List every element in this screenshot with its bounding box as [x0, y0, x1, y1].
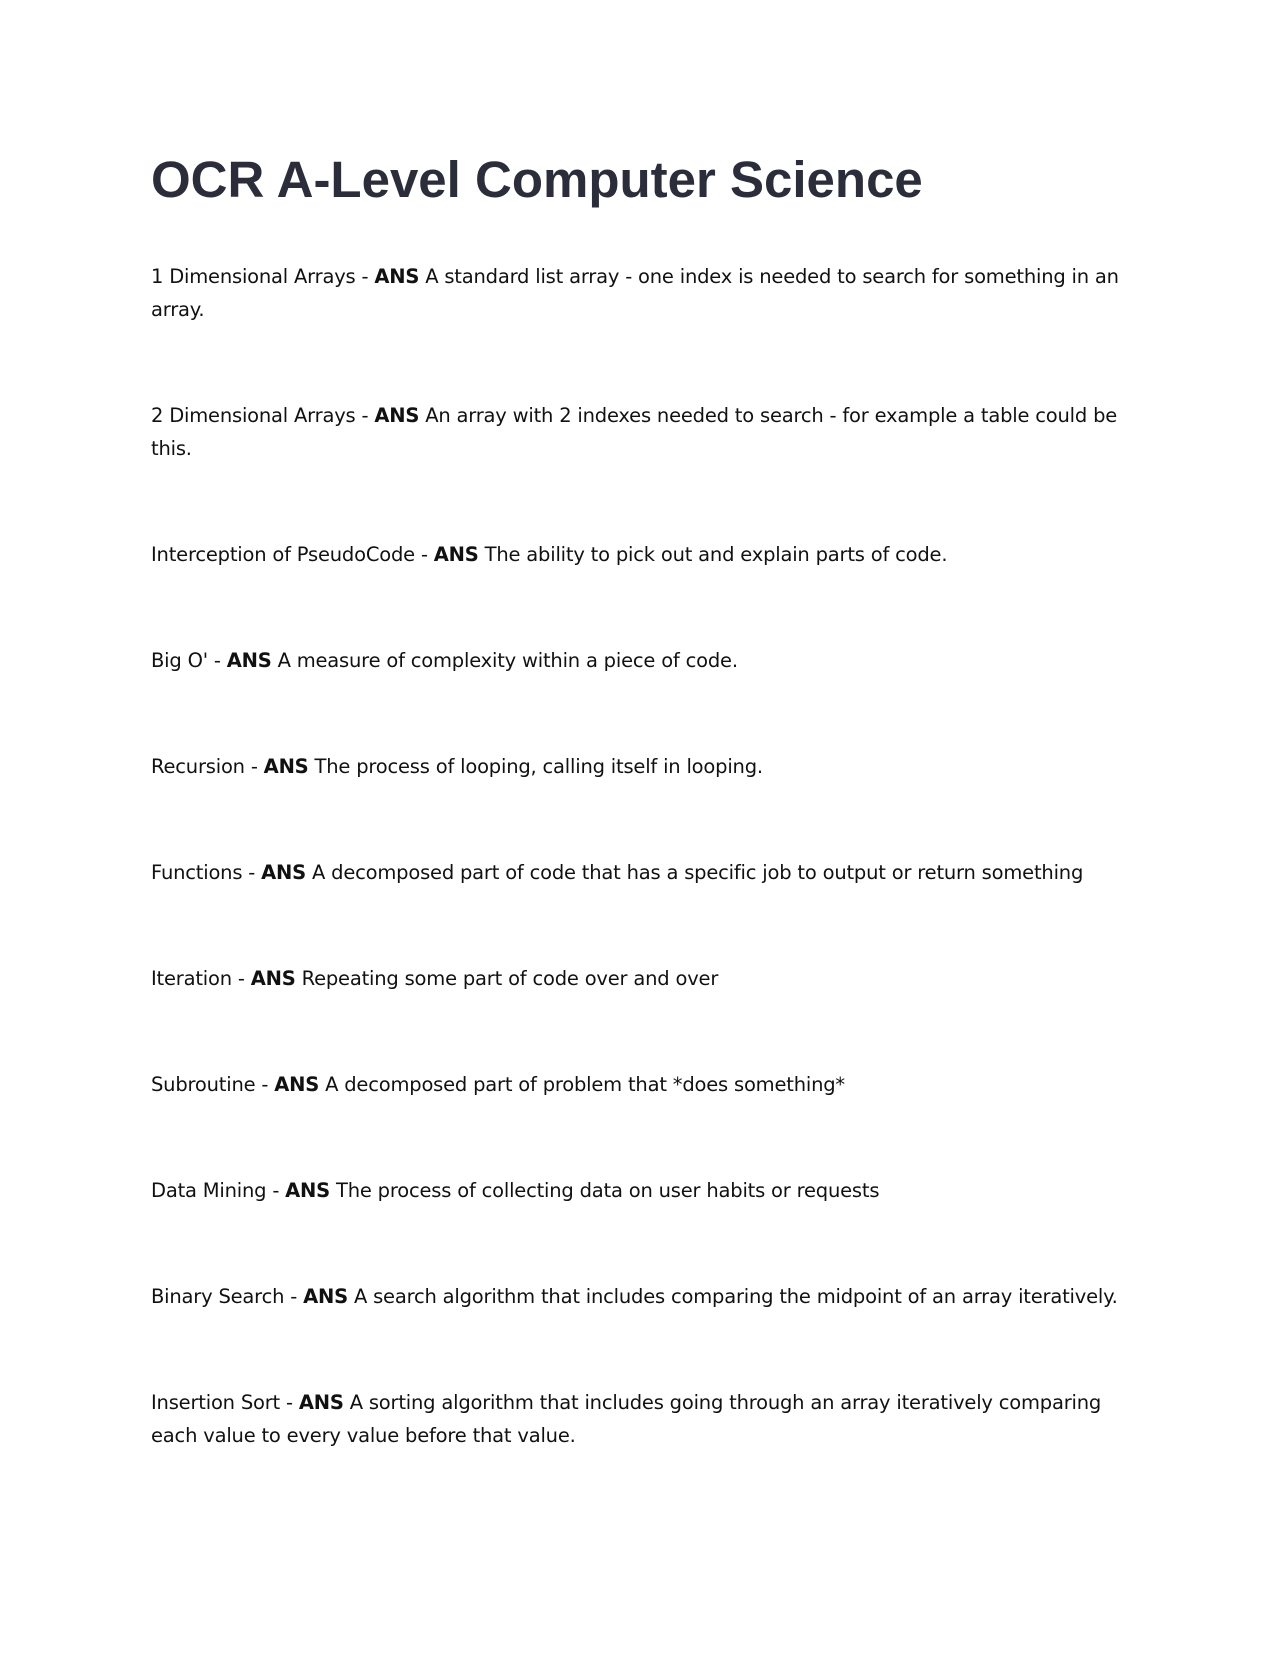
term: Recursion -: [151, 755, 258, 778]
definition: A search algorithm that includes comparing the midpoint of an array iteratively.: [353, 1285, 1118, 1308]
list-item: [151, 962, 1131, 995]
definition: The process of looping, calling itself in looping.: [314, 755, 763, 778]
answer-marker: ANS: [226, 649, 272, 672]
list-item: [151, 856, 1131, 889]
term: Iteration -: [151, 967, 245, 990]
answer-marker: ANS: [374, 265, 420, 288]
answer-marker: ANS: [250, 967, 296, 990]
definition: Repeating some part of code over and over: [301, 967, 719, 990]
term: Subroutine -: [151, 1073, 269, 1096]
list-item: [151, 644, 1131, 677]
list-item: [151, 538, 1131, 571]
term: Binary Search -: [151, 1285, 298, 1308]
answer-marker: ANS: [285, 1179, 331, 1202]
term: Data Mining -: [151, 1179, 280, 1202]
term: Interception of PseudoCode -: [151, 543, 428, 566]
answer-marker: ANS: [303, 1285, 348, 1308]
list-item: [151, 1280, 1131, 1313]
term: Big O' -: [151, 649, 221, 672]
term: Insertion Sort -: [151, 1391, 293, 1414]
flashcard-list: [151, 260, 1131, 1452]
definition: An array with 2 indexes needed to search - for example a table could be this.: [151, 404, 1118, 460]
definition: A measure of complexity within a piece of code.: [277, 649, 738, 672]
page-title: OCR A-Level Computer Science: [151, 151, 923, 208]
answer-marker: ANS: [374, 404, 420, 427]
answer-marker: ANS: [274, 1073, 320, 1096]
definition: A decomposed part of code that has a specific job to output or return something: [312, 861, 1084, 884]
list-item: [151, 750, 1131, 783]
answer-marker: ANS: [433, 543, 479, 566]
answer-marker: ANS: [261, 861, 306, 884]
list-item: [151, 260, 1131, 326]
list-item: [151, 1068, 1131, 1101]
definition: The ability to pick out and explain parts of code.: [484, 543, 948, 566]
answer-marker: ANS: [263, 755, 309, 778]
definition: A standard list array - one index is needed to search for something in an array.: [151, 265, 1119, 321]
list-item: [151, 1174, 1131, 1207]
term: 2 Dimensional Arrays -: [151, 404, 369, 427]
term: Functions -: [151, 861, 256, 884]
answer-marker: ANS: [298, 1391, 344, 1414]
term: 1 Dimensional Arrays -: [151, 265, 369, 288]
definition: A sorting algorithm that includes going through an array iteratively comparing each value to every value before that value.: [151, 1391, 1102, 1447]
definition: The process of collecting data on user habits or requests: [336, 1179, 880, 1202]
list-item: [151, 1386, 1131, 1452]
definition: A decomposed part of problem that *does something*: [325, 1073, 845, 1096]
list-item: [151, 399, 1131, 465]
